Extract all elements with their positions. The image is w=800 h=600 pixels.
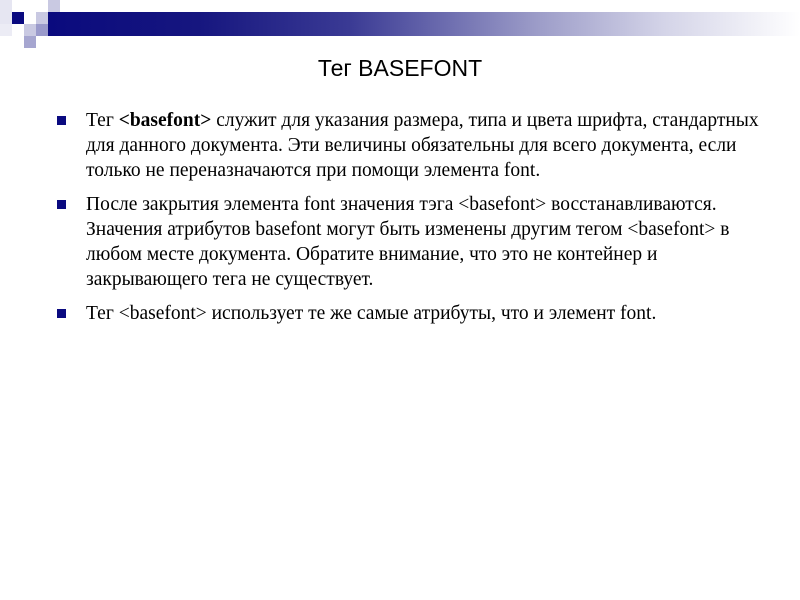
bullet-body: После закрытия элемента font значения тэга <basefont> восстанавливаются. Значения атрибутов basefont могут быть изменены другим тегом <basefont> в любом месте документа. Обратите внимание, что это не контейнер и закрывающего тега не существует.: [86, 194, 730, 290]
bullet-body: служит для указания размера, типа и цвета шрифта, стандартных для данного документа. Эти величины обязательны для всего документа, если только не переназначаются при помощи элемента font.: [86, 110, 759, 181]
bullet-bold-tag: <basefont>: [118, 110, 212, 131]
decoration-square: [24, 36, 36, 48]
square-bullet-icon: [57, 200, 66, 209]
decoration-square: [12, 12, 24, 24]
bullet-text: [86, 301, 760, 326]
decoration-square: [0, 24, 12, 36]
bullet-prefix: Тег: [86, 110, 119, 131]
decoration-square: [24, 24, 36, 36]
decoration-square: [0, 0, 12, 12]
square-bullet-icon: [57, 309, 66, 318]
square-bullet-icon: [57, 116, 66, 125]
bullet-item: [0, 301, 800, 326]
decoration-square: [36, 24, 48, 36]
decoration-square: [48, 0, 60, 12]
decoration-square: [0, 12, 12, 24]
bullet-body: Тег <basefont> использует те же самые атрибуты, что и элемент font.: [86, 303, 657, 324]
slide-title: Тег BASEFONT: [317, 55, 483, 81]
bullet-text: [86, 192, 760, 292]
decoration-square: [36, 12, 48, 24]
bullet-item: [0, 108, 800, 183]
header-gradient-bar: [48, 12, 800, 36]
bullet-list: [0, 108, 800, 335]
bullet-text: [86, 108, 760, 183]
bullet-item: [0, 192, 800, 292]
